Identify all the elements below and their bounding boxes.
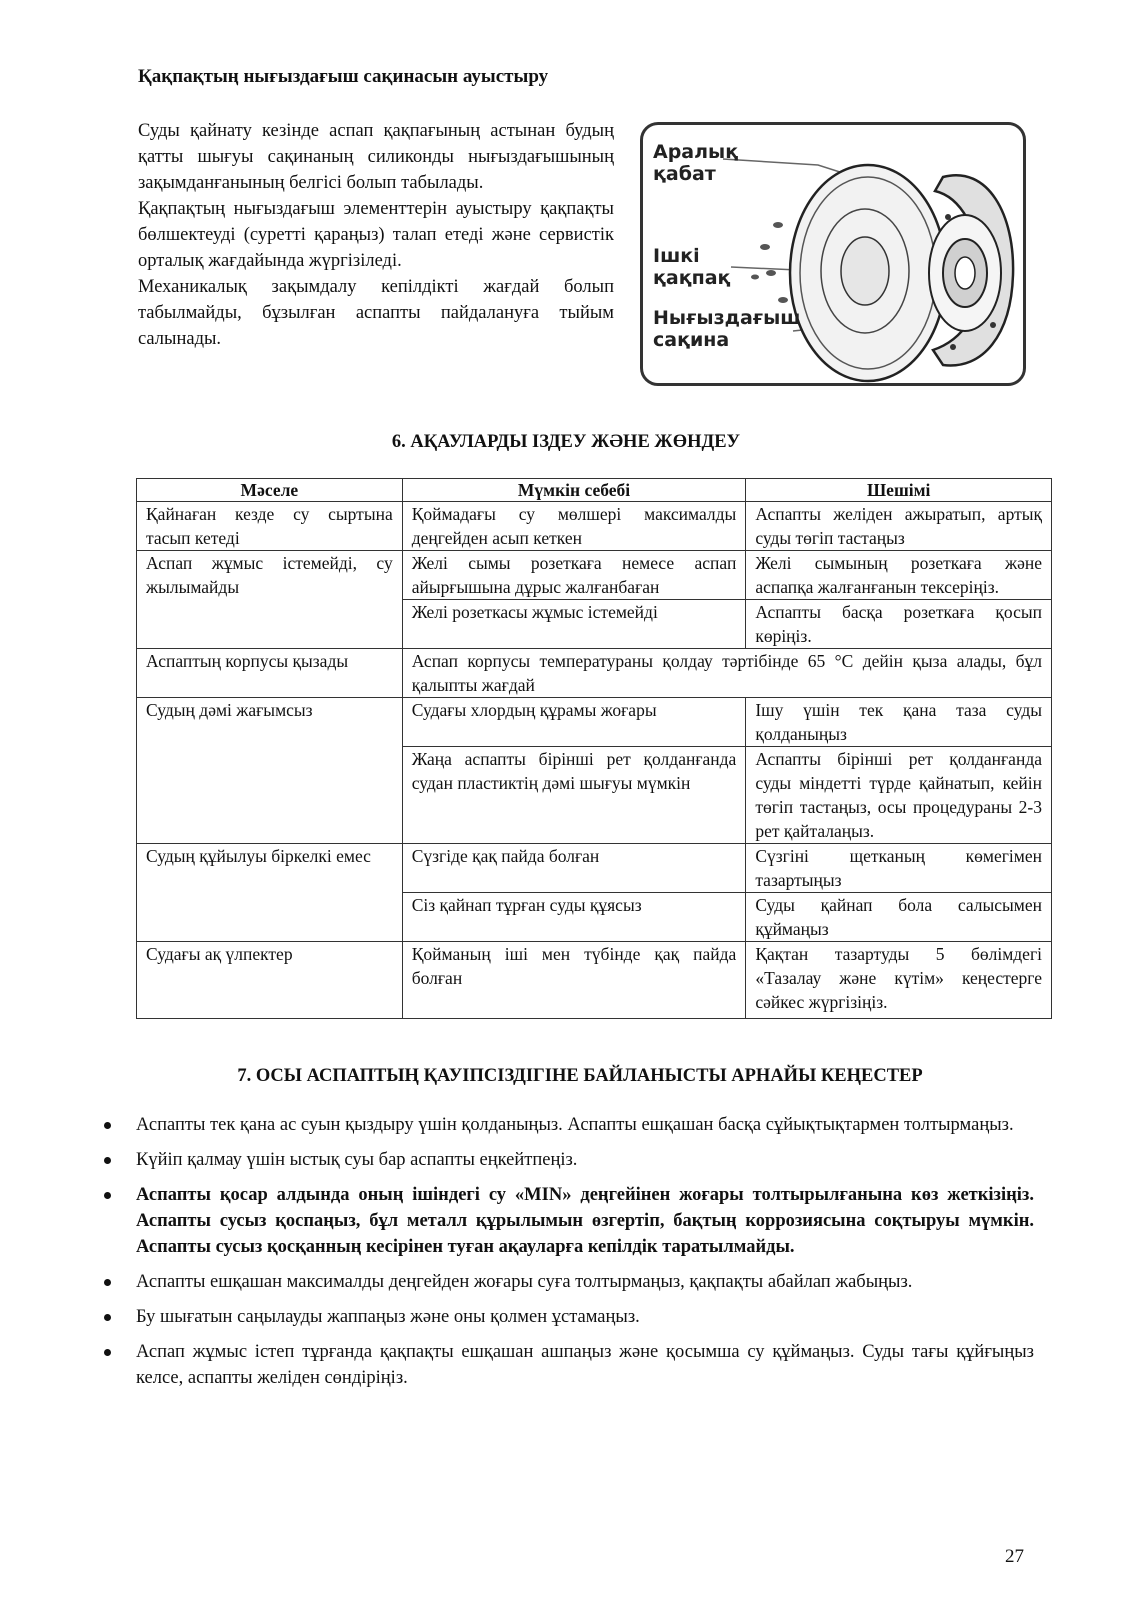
troubleshooting-title: 6. АҚАУЛАРДЫ ІЗДЕУ ЖӘНЕ ЖӨНДЕУ — [391, 432, 741, 452]
list-item — [104, 1112, 1034, 1138]
bullet-icon — [104, 1349, 111, 1356]
cause-cell: Сүзгіде қақ пайда болған — [402, 844, 746, 893]
solution-cell: Аспапты басқа розеткаға қосып көріңіз. — [746, 600, 1052, 649]
label-inner-lid: Ішкі қақпақ — [653, 245, 731, 289]
solution-cell: Сүзгіні щетканың көмегімен тазартыңыз — [746, 844, 1052, 893]
bullet-icon — [104, 1314, 111, 1321]
tip-text: Аспапты ешқашан максималды деңгейден жоғары суға толтырмаңыз, қақпақты абайлап жабыңыз. — [136, 1272, 913, 1292]
table-row — [137, 551, 1052, 600]
solution-cell: Ішу үшін тек қана таза суды қолданыңыз — [746, 698, 1052, 747]
table-row — [137, 844, 1052, 893]
tip-text: Аспапты тек қана ас суын қыздыру үшін қолданыңыз. Аспапты ешқашан басқа сұйықтықтармен толтырмаңыз. — [136, 1115, 1014, 1135]
cause-cell: Желі сымы розеткаға немесе аспап айырғышына дұрыс жалғанбаған — [402, 551, 746, 600]
label-intermediate-layer: Аралық қабат — [653, 141, 739, 185]
intro-paragraph: Суды қайнату кезінде аспап қақпағының астынан будың қатты шығуы сақинаның силиконды нығыздағышының зақымданғанының белгісі болып табылады. — [138, 121, 614, 193]
list-item — [104, 1269, 1034, 1295]
lid-seal-heading: Қақпақтың нығыздағыш сақинасын ауыстыру — [138, 66, 549, 87]
bullet-icon — [104, 1157, 111, 1164]
intro-paragraph: Қақпақтың нығыздағыш элементтерін ауыстыру қақпақты бөлшектеуді (суретті қараңыз) талап етеді және сервистік орталық жағдайында жүргізіледі. — [138, 199, 614, 271]
list-item — [104, 1339, 1034, 1391]
tip-text: Аспапты қосар алдында оның ішіндегі су «MIN» деңгейінен жоғары толтырылғанына көз жеткізіңіз. Аспапты сусыз қоспаңыз, бұл металл құрылымын өзгертіп, бақтың коррозиясына соқтыруы мүмкін. Аспапты сусыз қосқанның кесірінен туған ақауларға кепілдік таратылмайды. — [136, 1185, 1034, 1257]
cause-cell: Судағы хлордың құрамы жоғары — [402, 698, 746, 747]
solution-cell: Аспапты желіден ажыратып, артық суды төгіп тастаңыз — [746, 502, 1052, 551]
merged-explanation-cell: Аспап корпусы температураны қолдау тәртібінде 65 °С дейін қыза алады, бұл қалыпты жағдай — [402, 649, 1051, 698]
page-number: 27 — [1005, 1546, 1024, 1567]
table-header-row — [137, 479, 1052, 502]
problem-cell: Аспаптың корпусы қызады — [137, 649, 403, 698]
lid-seal-text — [138, 118, 614, 352]
solution-cell: Аспапты бірінші рет қолданғанда суды міндетті түрде қайнатып, кейін төгіп тастаңыз, осы процедураны 2-3 рет қайталаңыз. — [746, 747, 1052, 844]
label-seal-ring: Нығыздағыш сақина — [653, 307, 801, 351]
lid-disassembly-figure — [640, 122, 1026, 386]
header-solution: Шешімі — [746, 479, 1052, 502]
cause-cell: Сіз қайнап тұрған суды құясыз — [402, 893, 746, 942]
bullet-icon — [104, 1192, 111, 1199]
bullet-icon — [104, 1122, 111, 1129]
problem-cell: Қайнаған кезде су сыртына тасып кетеді — [137, 502, 403, 551]
cause-cell: Желі розеткасы жұмыс істемейді — [402, 600, 746, 649]
cause-cell: Қойманың іші мен түбінде қақ пайда болған — [402, 942, 746, 1019]
table-row — [137, 942, 1052, 1019]
problem-cell: Аспап жұмыс істемейді, су жылымайды — [137, 551, 403, 649]
safety-tips-title: 7. ОСЫ АСПАПТЫҢ ҚАУІПСІЗДІГІНЕ БАЙЛАНЫСТЫ АРНАЙЫ КЕҢЕСТЕР — [237, 1066, 923, 1086]
troubleshooting-table — [136, 478, 1052, 1019]
tip-text: Күйіп қалмау үшін ыстық суы бар аспапты еңкейтпеңіз. — [136, 1150, 578, 1170]
header-problem: Мәселе — [137, 479, 403, 502]
problem-cell: Судың құйылуы біркелкі емес — [137, 844, 403, 942]
list-item — [104, 1182, 1034, 1260]
table-row — [137, 502, 1052, 551]
problem-cell: Судағы ақ үлпектер — [137, 942, 403, 1019]
list-item — [104, 1147, 1034, 1173]
tip-text: Бу шығатын саңылауды жаппаңыз және оны қолмен ұстамаңыз. — [136, 1307, 640, 1327]
bullet-icon — [104, 1279, 111, 1286]
safety-tips-list — [104, 1112, 1034, 1400]
problem-cell: Судың дәмі жағымсыз — [137, 698, 403, 844]
header-cause: Мүмкін себебі — [402, 479, 746, 502]
tip-text: Аспап жұмыс істеп тұрғанда қақпақты ешқашан ашпаңыз және қосымша су құймаңыз. Суды тағы құйғыңыз келсе, аспапты желіден сөндіріңіз. — [136, 1342, 1034, 1388]
table-row — [137, 698, 1052, 747]
solution-cell: Желі сымының розеткаға және аспапқа жалғанғанын тексеріңіз. — [746, 551, 1052, 600]
cause-cell: Жаңа аспапты бірінші рет қолданғанда судан пластиктің дәмі шығуы мүмкін — [402, 747, 746, 844]
solution-cell: Қақтан тазартуды 5 бөлімдегі «Тазалау және күтім» кеңестерге сәйкес жүргізіңіз. — [746, 942, 1052, 1019]
table-row — [137, 649, 1052, 698]
list-item — [104, 1304, 1034, 1330]
cause-cell: Қоймадағы су мөлшері максималды деңгейден асып кеткен — [402, 502, 746, 551]
solution-cell: Суды қайнап бола салысымен құймаңыз — [746, 893, 1052, 942]
intro-paragraph: Механикалық зақымдалу кепілдікті жағдай болып табылмайды, бұзылған аспапты пайдалануға тыйым салынады. — [138, 277, 614, 349]
